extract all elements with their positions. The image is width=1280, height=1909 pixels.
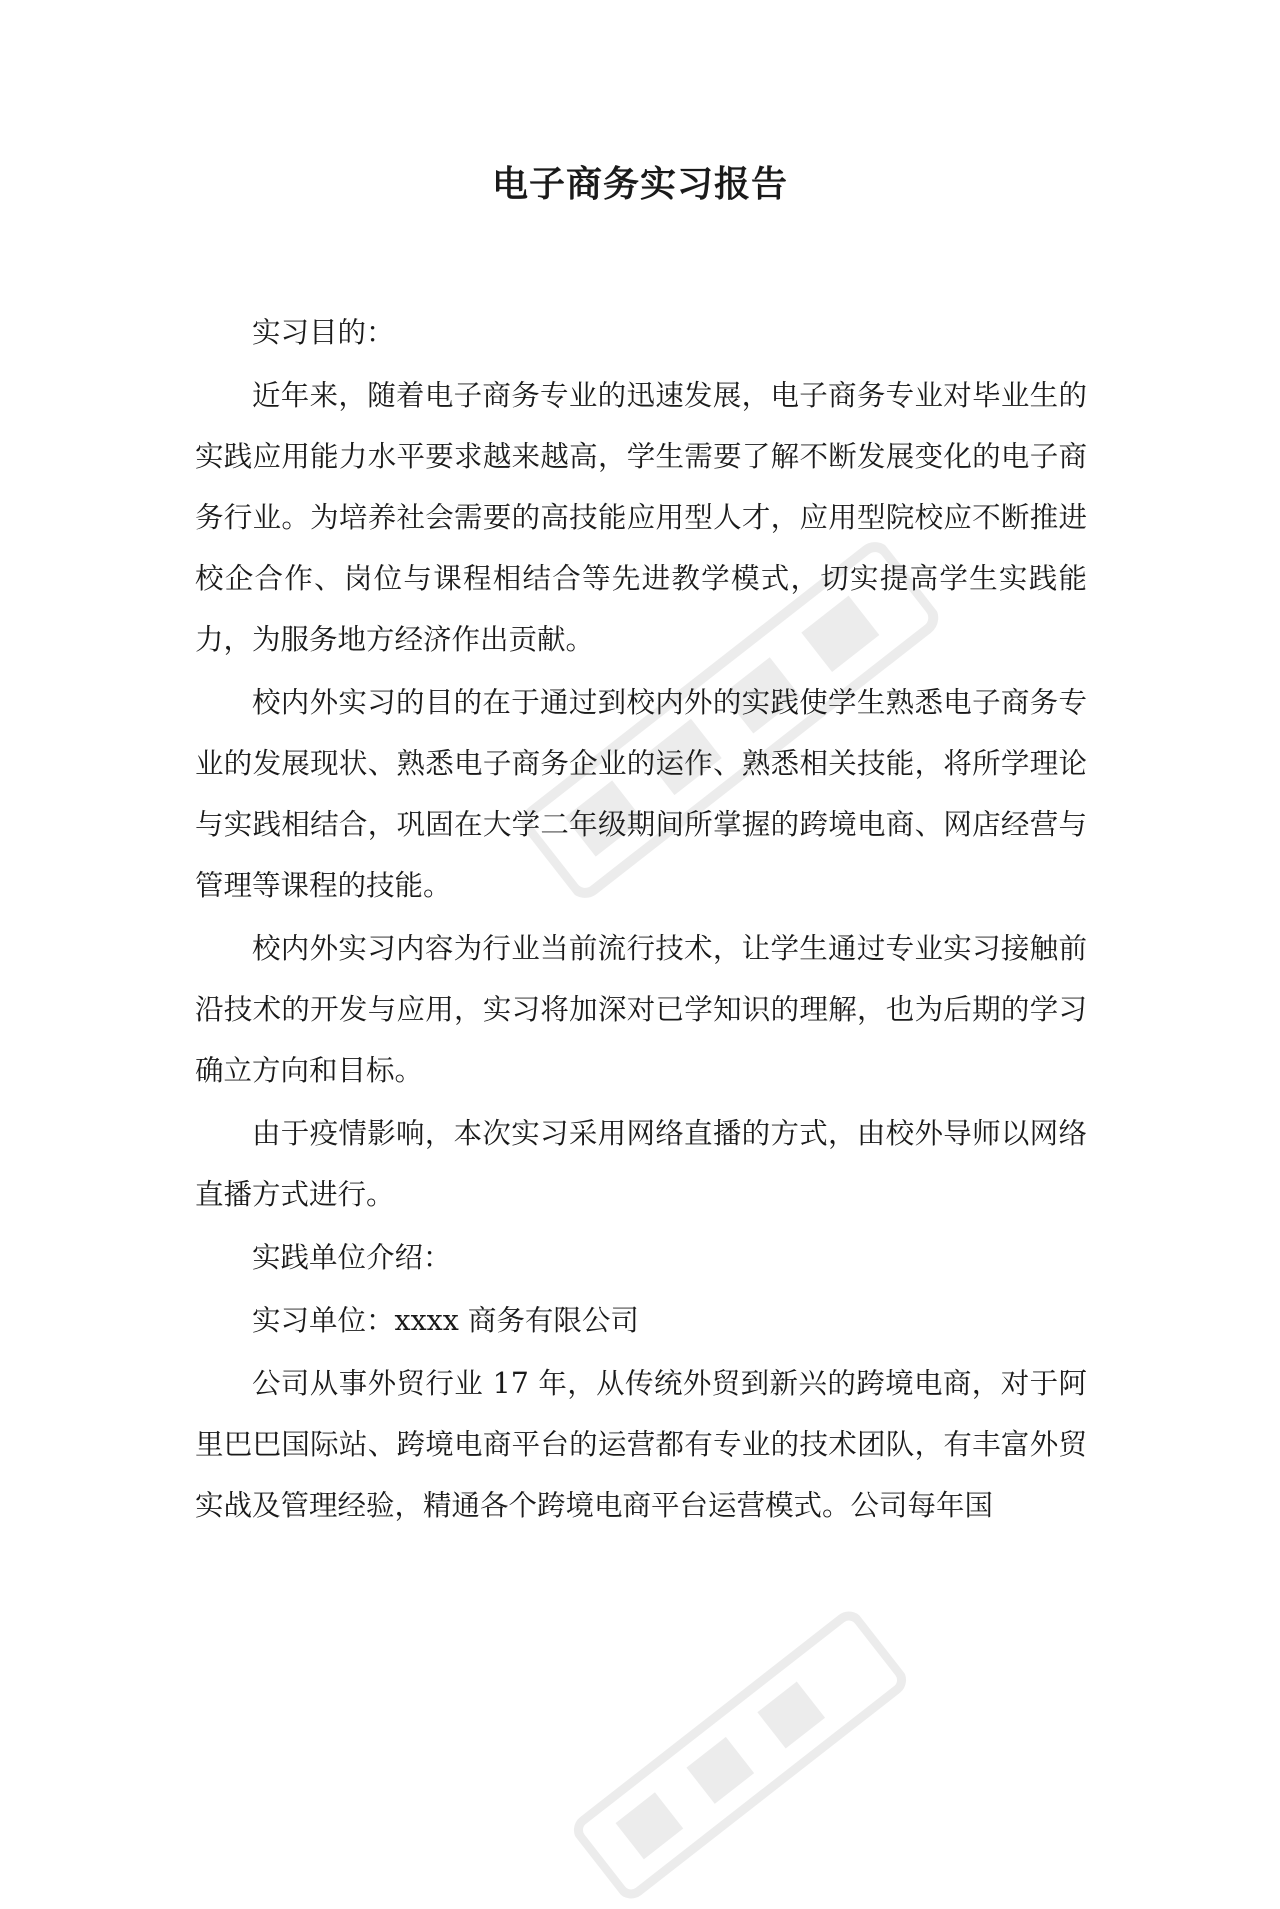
paragraph: 实习目的： — [252, 316, 395, 349]
paragraph: 实践单位介绍： — [252, 1241, 452, 1274]
document-title: 电子商务实习报告 — [491, 163, 788, 205]
paragraph: 实习单位：xxxx 商务有限公司 — [252, 1304, 639, 1337]
paragraph: 由于疫情影响，本次实习采用网络直播的方式，由校外导师以网络直播方式进行。 — [195, 1117, 1087, 1211]
watermark-stamp-graphic-bottom — [564, 1601, 915, 1909]
document-body — [195, 302, 1087, 1538]
paragraph: 校内外实习的目的在于通过到校内外的实践使学生熟悉电子商务专业的发展现状、熟悉电子商务企业的运作、熟悉相关技能，将所学理论与实践相结合，巩固在大学二年级期间所掌握的跨境电商、网店经营与管理等课程的技能。 — [195, 686, 1087, 902]
paragraph: 校内外实习内容为行业当前流行技术，让学生通过专业实习接触前沿技术的开发与应用，实习将加深对已学知识的理解，也为后期的学习确立方向和目标。 — [195, 932, 1087, 1087]
paragraph: 公司从事外贸行业 17 年，从传统外贸到新兴的跨境电商，对于阿里巴巴国际站、跨境电商平台的运营都有专业的技术团队，有丰富外贸实战及管理经验，精通各个跨境电商平台运营模式。公司每年国 — [195, 1367, 1087, 1522]
paragraph: 近年来，随着电子商务专业的迅速发展，电子商务专业对毕业生的实践应用能力水平要求越来越高，学生需要了解不断发展变化的电子商务行业。为培养社会需要的高技能应用型人才，应用型院校应不断推进校企合作、岗位与课程相结合等先进教学模式，切实提高学生实践能力，为服务地方经济作出贡献。 — [195, 379, 1087, 656]
